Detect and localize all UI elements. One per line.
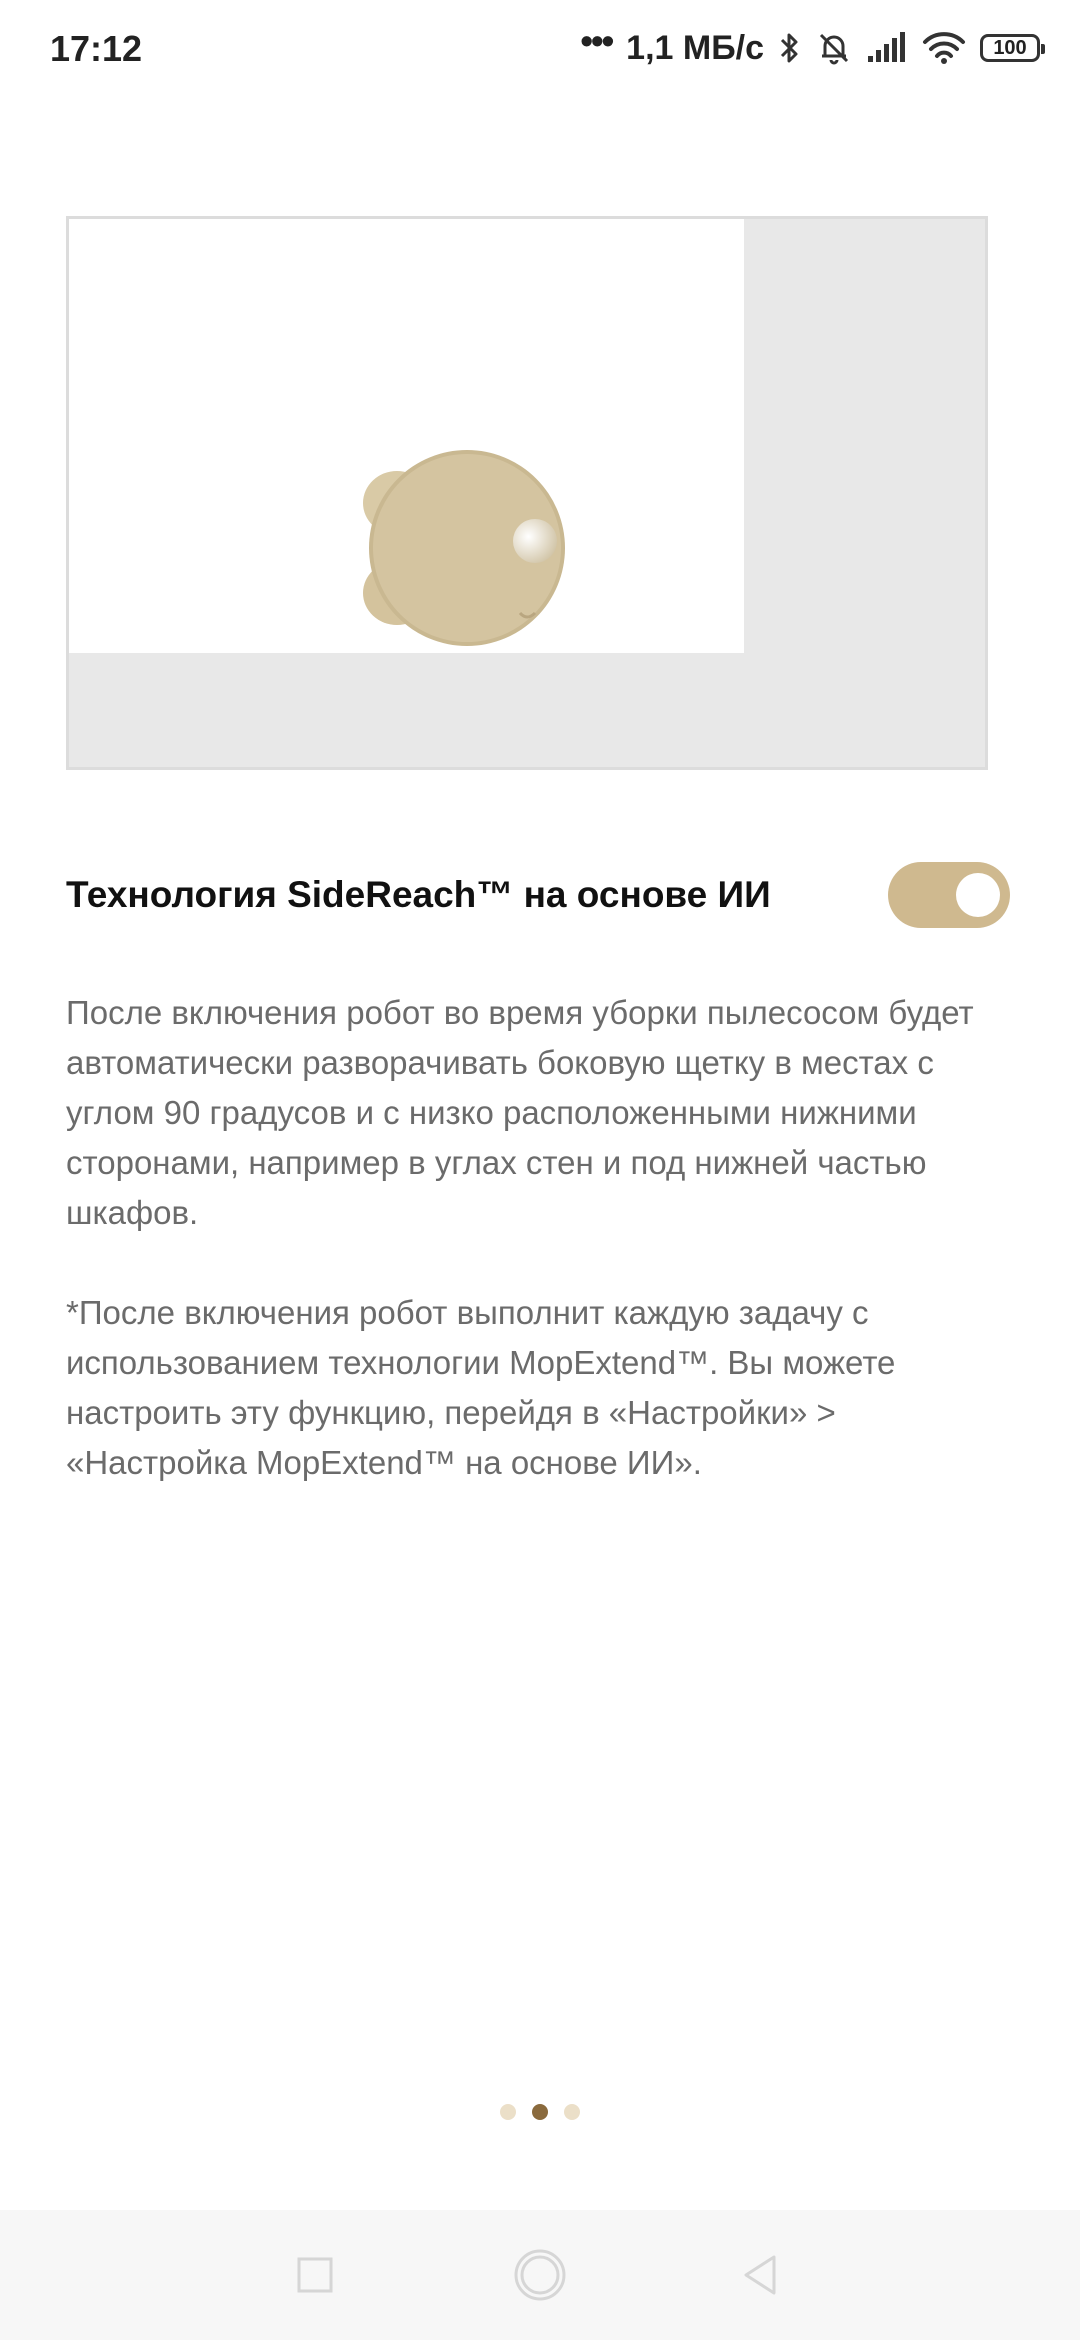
recent-apps-icon <box>295 2255 335 2295</box>
home-button[interactable] <box>510 2245 570 2305</box>
recent-apps-button[interactable] <box>285 2245 345 2305</box>
feature-description: После включения робот во время уборки пылесосом будет автоматически разворачивать боковую щетку в местах с углом 90 градусов и с низко расположенными нижними сторонами, например в углах стен и под нижней частью шкафов. <box>66 994 974 1231</box>
feature-title: Технология SideReach™ на основе ИИ <box>66 874 771 915</box>
home-icon <box>512 2247 568 2303</box>
navigation-bar <box>0 2210 1080 2340</box>
back-button[interactable] <box>730 2245 790 2305</box>
bell-off-icon <box>816 30 852 66</box>
toggle-knob <box>956 873 1000 917</box>
feature-note: *После включения робот выполнит каждую задачу с использованием технологии MopExtend™. Вы можете настроить эту функцию, перейдя в «Настройки» > «Настройка MopExtend™ на основе ИИ». <box>66 1294 896 1481</box>
robot-vacuum-icon <box>337 443 597 663</box>
page-indicator <box>0 2104 1080 2124</box>
sidereach-toggle[interactable] <box>888 862 1010 928</box>
status-bar <box>0 0 1080 100</box>
feature-illustration <box>66 216 988 770</box>
network-speed: 1,1 МБ/с <box>626 28 764 67</box>
bluetooth-icon <box>778 30 802 66</box>
back-icon <box>740 2253 780 2297</box>
status-icons <box>580 20 1040 70</box>
battery-icon: 100 <box>980 34 1040 62</box>
wifi-icon <box>922 31 966 65</box>
page-dot-2 <box>532 2104 548 2120</box>
status-time: 17:12 <box>50 28 143 69</box>
page-dot-1 <box>500 2104 516 2120</box>
notification-dots: ••• <box>580 20 613 61</box>
page-dot-3 <box>564 2104 580 2120</box>
signal-icon <box>866 32 908 64</box>
